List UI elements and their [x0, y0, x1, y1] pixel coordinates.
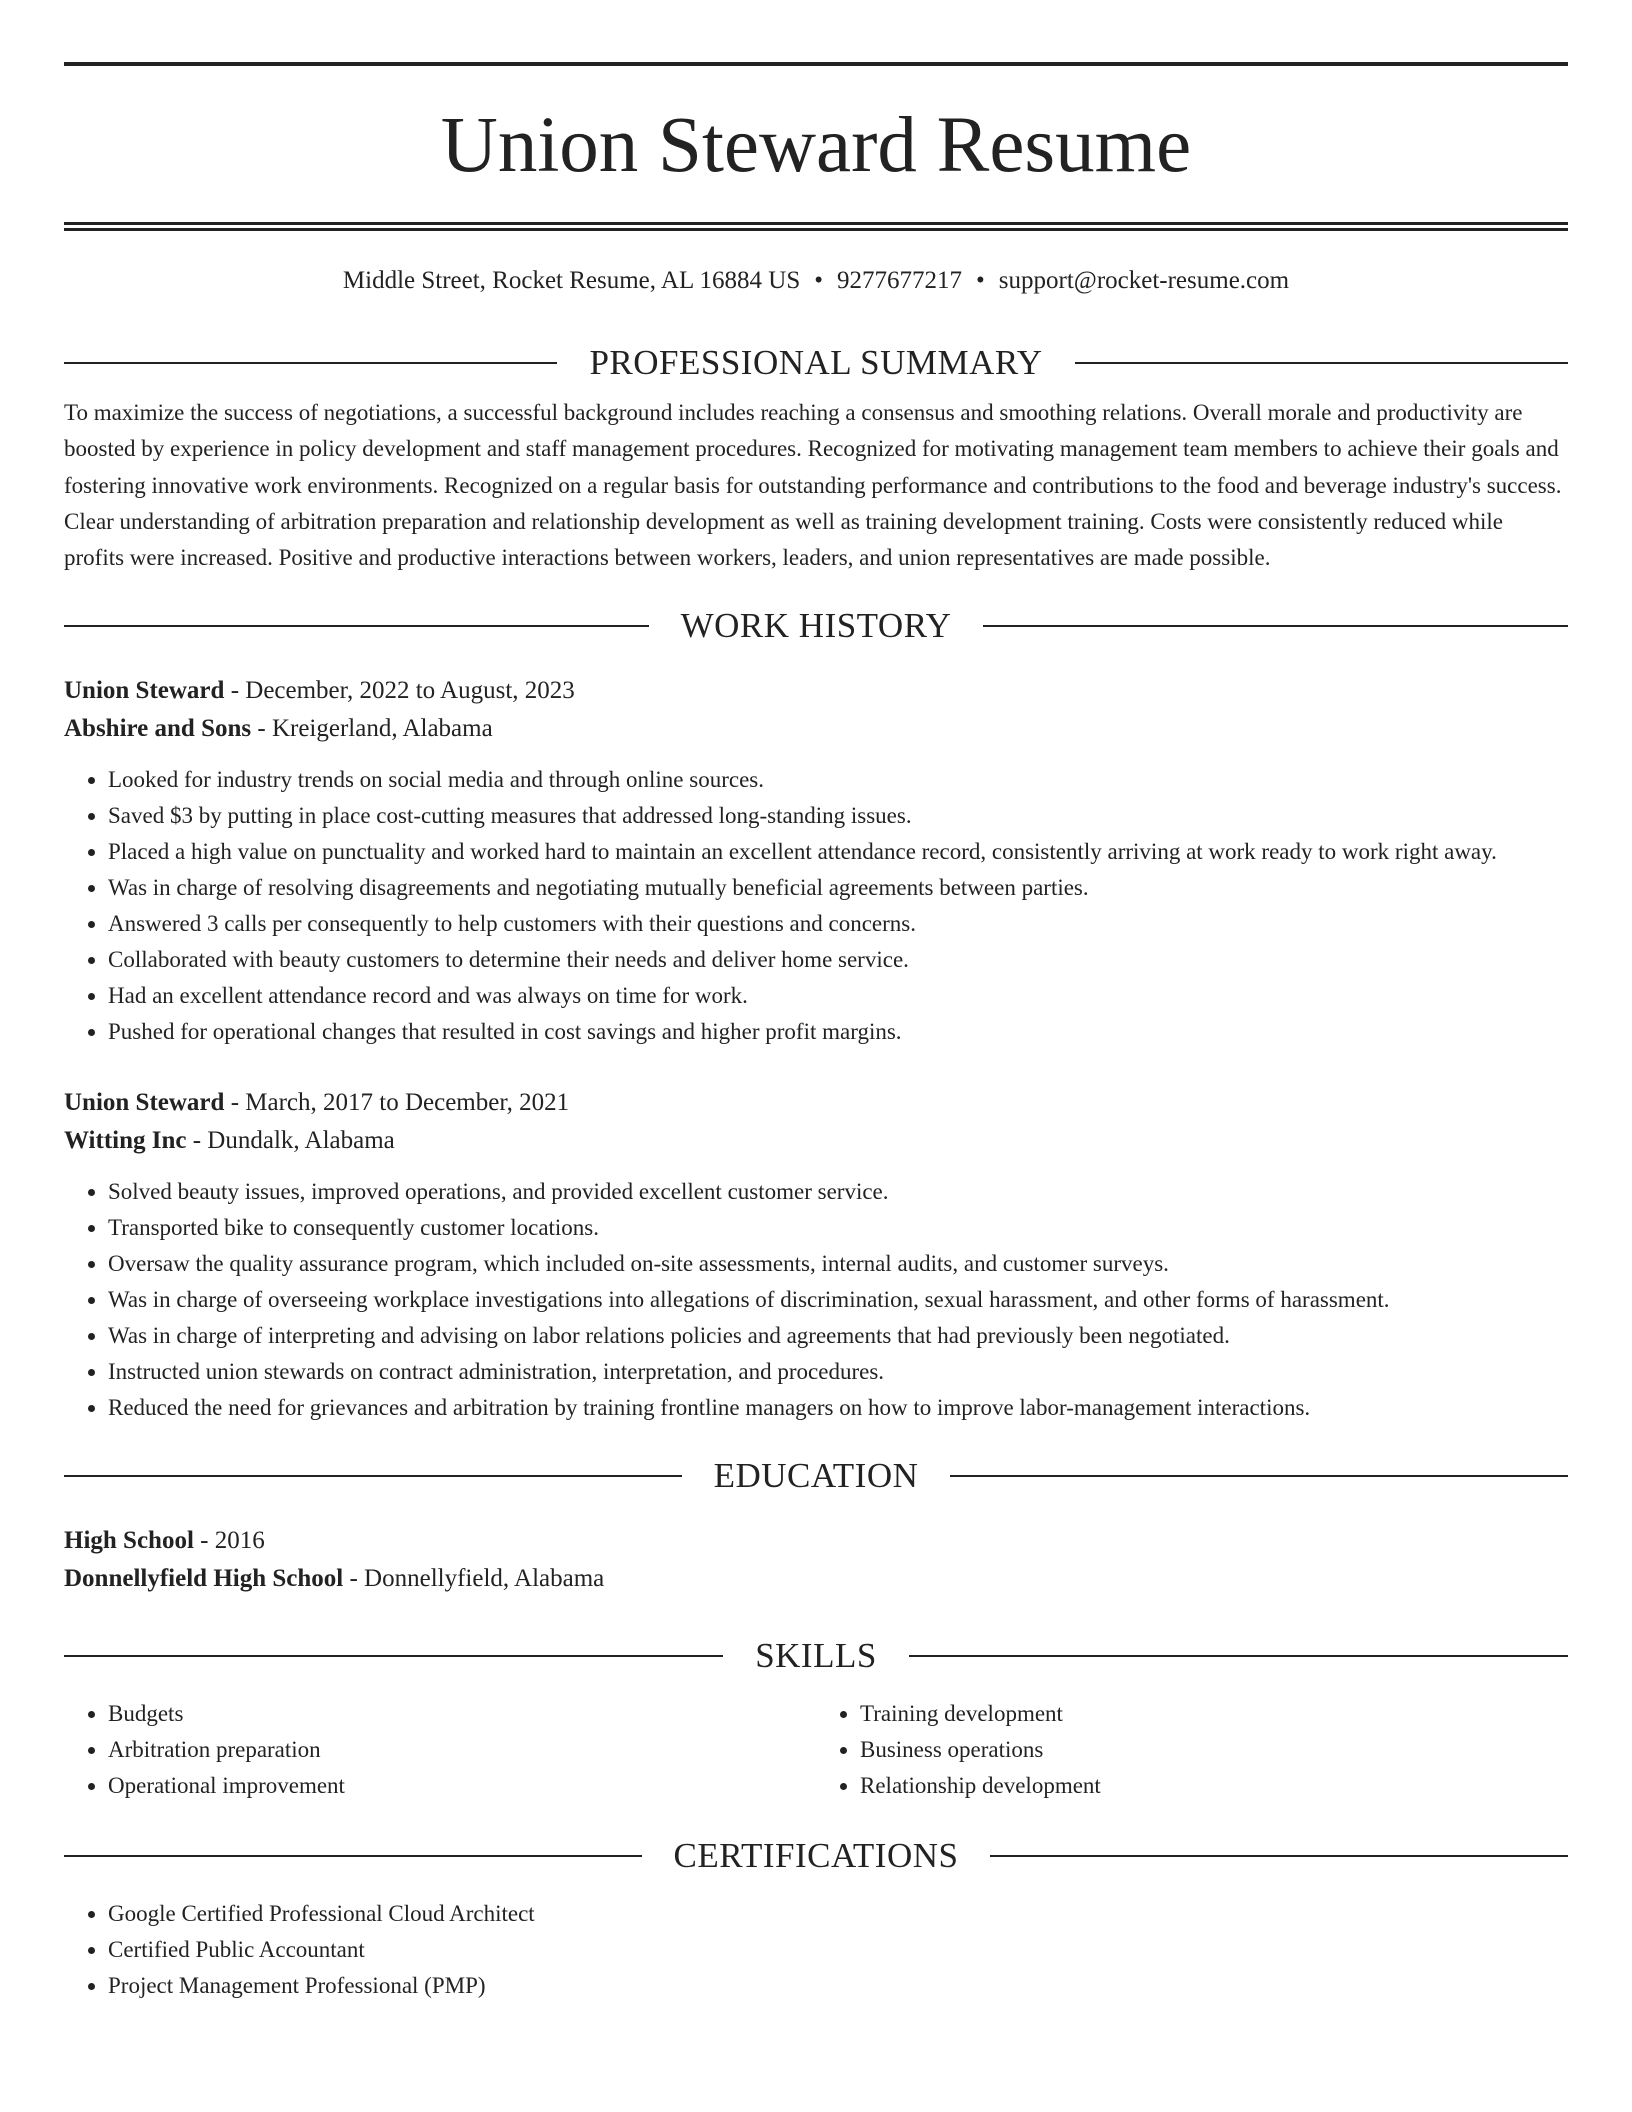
section-title: WORK HISTORY — [680, 606, 952, 646]
list-item: • Transported bike to consequently customer locations. — [108, 1210, 1568, 1246]
top-rule — [64, 62, 1568, 66]
summary-text: To maximize the success of negotiations, a successful background includes reaching a consensus and smoothing relations. Overall morale and productivity are boosted by experience in policy development and staff management procedures. Recognized for motivating management team members to achieve their goals and fostering innovative work environments. Recognized on a regular basis for outstanding performance and contributions to the food and beverage industry's success. Clear understanding of arbitration preparation and relationship development as well as training development training. Costs were consistently reduced while profits were increased. Positive and productive interactions between workers, leaders, and union representatives are made possible. — [64, 400, 1562, 571]
job-company: Witting Inc — [64, 1127, 187, 1155]
summary-heading — [64, 341, 1568, 385]
list-item: • Relationship development — [860, 1768, 1568, 1804]
list-item: • Business operations — [860, 1732, 1568, 1768]
section-title: CERTIFICATIONS — [673, 1836, 959, 1876]
job-entry — [64, 672, 1568, 1050]
degree-line — [64, 1522, 1568, 1560]
job-bullets — [64, 762, 1568, 1050]
list-item: • Training development — [860, 1696, 1568, 1732]
list-item: • Google Certified Professional Cloud Architect — [108, 1896, 1568, 1932]
list-item: • Budgets — [108, 1696, 816, 1732]
job-location: - Kreigerland, Alabama — [251, 715, 493, 743]
section-title: EDUCATION — [713, 1456, 919, 1496]
section-title: PROFESSIONAL SUMMARY — [589, 343, 1043, 382]
job-entry — [64, 1084, 1568, 1426]
job-title: Union Steward — [64, 1089, 225, 1117]
job-company: Abshire and Sons — [64, 715, 252, 743]
contact-separator: • — [814, 267, 824, 294]
list-item: • Was in charge of overseeing workplace investigations into allegations of discrimination, sexual harassment, and other forms of harassment. — [108, 1282, 1568, 1318]
divider — [64, 1855, 642, 1857]
skills-list — [64, 1696, 1568, 1804]
job-dates: - March, 2017 to December, 2021 — [224, 1089, 570, 1117]
contact-line — [64, 265, 1568, 297]
work-history-heading — [64, 604, 1568, 648]
skills-heading — [64, 1634, 1568, 1678]
certifications-list — [64, 1896, 1568, 2004]
school-name: Donnellyfield High School — [64, 1565, 344, 1593]
list-item: • Solved beauty issues, improved operations, and provided excellent customer service. — [108, 1174, 1568, 1210]
divider — [64, 362, 557, 364]
list-item: • Placed a high value on punctuality and worked hard to maintain an excellent attendance record, consistently arriving at work ready to work right away. — [108, 834, 1568, 870]
page-title: Union Steward Resume — [440, 102, 1192, 189]
skills-column-left — [64, 1696, 816, 1804]
job-title-line — [64, 1084, 1568, 1122]
divider — [983, 625, 1568, 627]
job-bullets — [64, 1174, 1568, 1426]
list-item: • Certified Public Accountant — [108, 1932, 1568, 1968]
divider — [64, 625, 649, 627]
job-company-line — [64, 1122, 1568, 1160]
list-item: • Arbitration preparation — [108, 1732, 816, 1768]
degree: High School — [64, 1527, 194, 1555]
resume-page — [64, 0, 1568, 2004]
certifications-items — [64, 1896, 1568, 2004]
section-title: SKILLS — [755, 1636, 877, 1676]
degree-year: - 2016 — [193, 1527, 265, 1555]
list-item: • Was in charge of interpreting and advising on labor relations policies and agreements that had previously been negotiated. — [108, 1318, 1568, 1354]
divider — [990, 1855, 1568, 1857]
job-company-line — [64, 710, 1568, 748]
double-rule — [64, 222, 1568, 231]
list-item: • Instructed union stewards on contract administration, interpretation, and procedures. — [108, 1354, 1568, 1390]
list-item: • Was in charge of resolving disagreements and negotiating mutually beneficial agreements between parties. — [108, 870, 1568, 906]
list-item: • Project Management Professional (PMP) — [108, 1968, 1568, 2004]
job-title: Union Steward — [64, 677, 225, 705]
education-heading — [64, 1454, 1568, 1498]
skills-column-right — [816, 1696, 1568, 1804]
divider — [64, 1655, 723, 1657]
list-item: • Collaborated with beauty customers to determine their needs and deliver home service. — [108, 942, 1568, 978]
school-location: - Donnellyfield, Alabama — [343, 1565, 605, 1593]
certifications-heading — [64, 1834, 1568, 1878]
divider — [1075, 362, 1568, 364]
contact-address: Middle Street, Rocket Resume, AL 16884 US — [342, 267, 801, 294]
list-item: • Pushed for operational changes that resulted in cost savings and higher profit margins. — [108, 1014, 1568, 1050]
list-item: • Looked for industry trends on social media and through online sources. — [108, 762, 1568, 798]
list-item: • Had an excellent attendance record and was always on time for work. — [108, 978, 1568, 1014]
contact-email: support@rocket-resume.com — [998, 267, 1290, 294]
job-location: - Dundalk, Alabama — [186, 1127, 395, 1155]
list-item: • Answered 3 calls per consequently to help customers with their questions and concerns. — [108, 906, 1568, 942]
list-item: • Operational improvement — [108, 1768, 816, 1804]
contact-separator: • — [976, 267, 985, 294]
contact-phone: 9277677217 — [837, 267, 963, 294]
divider — [909, 1655, 1568, 1657]
list-item: • Oversaw the quality assurance program, which included on-site assessments, internal audits, and customer surveys. — [108, 1246, 1568, 1282]
list-item: • Reduced the need for grievances and arbitration by training frontline managers on how to improve labor-management interactions. — [108, 1390, 1568, 1426]
divider — [64, 1475, 682, 1477]
school-line — [64, 1560, 1568, 1598]
job-title-line — [64, 672, 1568, 710]
education-entry — [64, 1522, 1568, 1598]
job-dates: - December, 2022 to August, 2023 — [224, 677, 575, 705]
divider — [950, 1475, 1568, 1477]
list-item: • Saved $3 by putting in place cost-cutting measures that addressed long-standing issues. — [108, 798, 1568, 834]
